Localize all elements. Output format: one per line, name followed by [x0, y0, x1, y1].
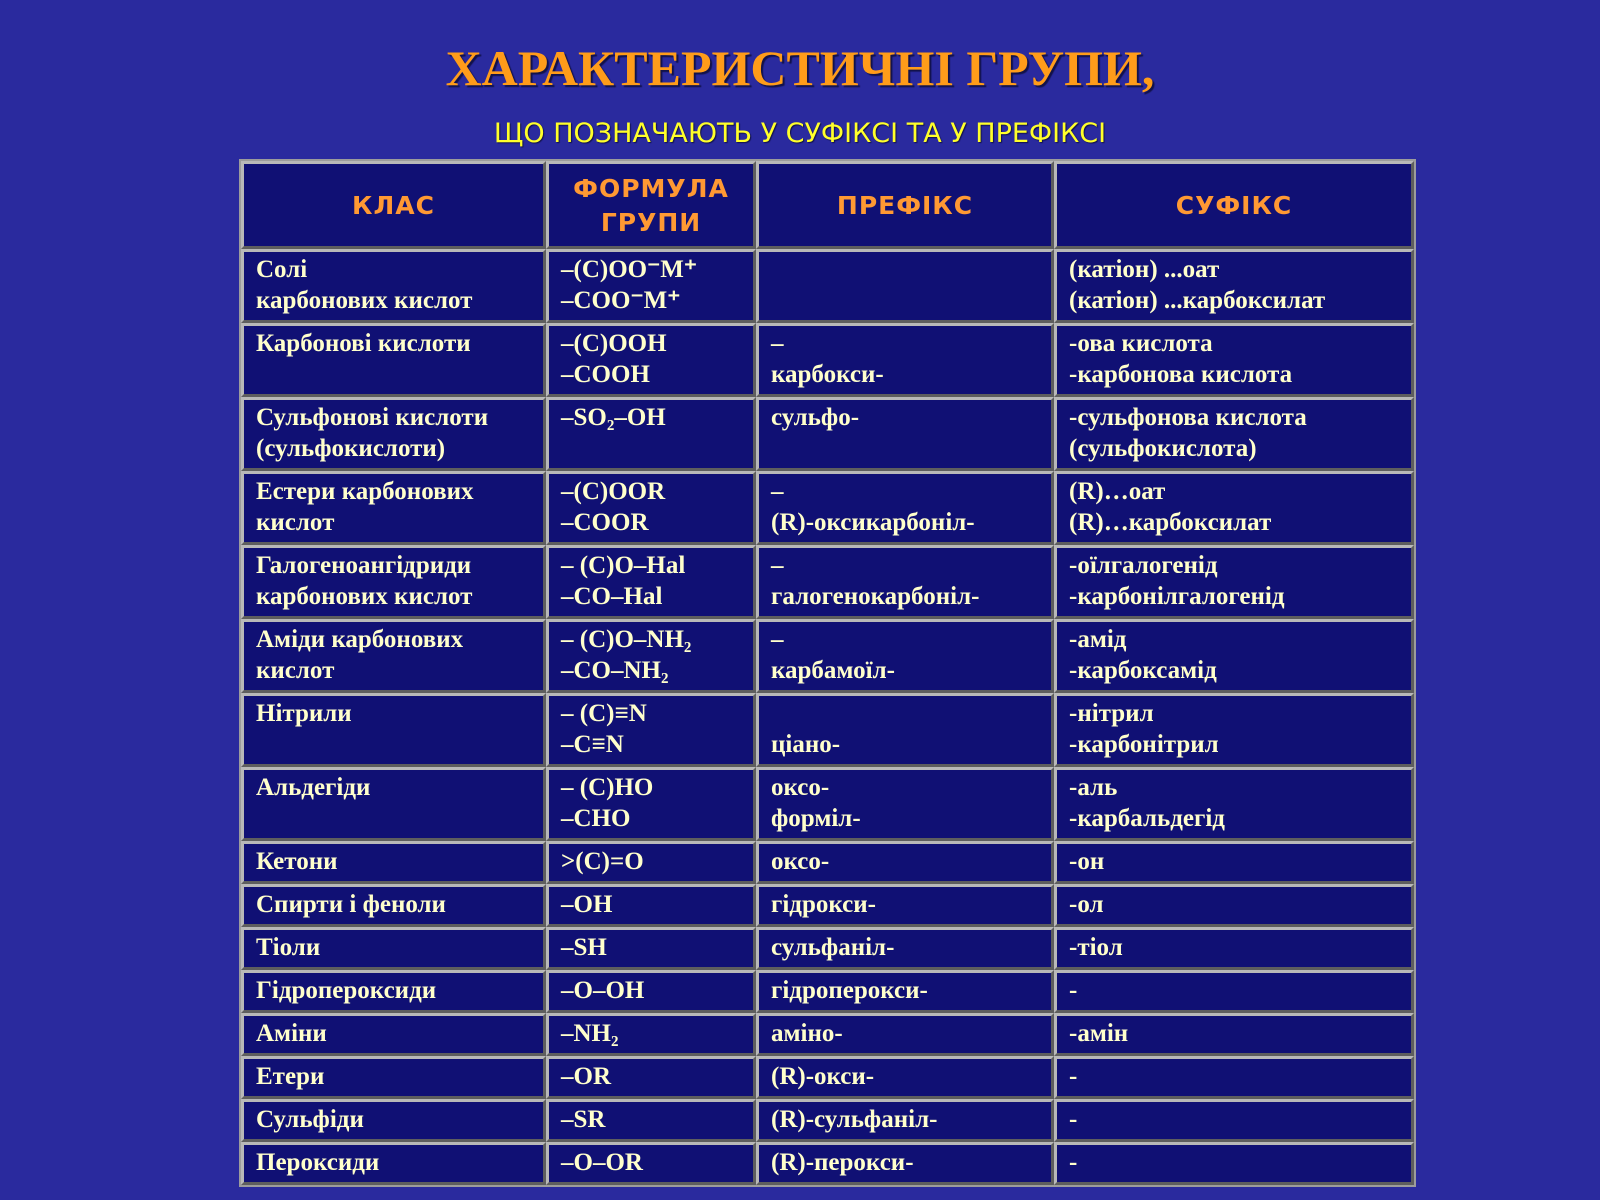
class-line: Альдегіди — [256, 774, 371, 801]
cell-class — [241, 323, 546, 397]
prefix-line: галогенокарбоніл- — [771, 583, 980, 610]
cell-suffix — [1054, 970, 1414, 1013]
cell-suffix — [1054, 471, 1414, 545]
header-class: КЛАС — [241, 161, 546, 249]
formula-line: –SR — [561, 1106, 606, 1133]
table-row — [241, 970, 1414, 1013]
table-row — [241, 841, 1414, 884]
class-line: Сульфонові кислоти — [256, 404, 489, 431]
cell-suffix — [1054, 1142, 1414, 1185]
suffix-line: -карбонітрил — [1069, 731, 1219, 758]
table-row — [241, 884, 1414, 927]
prefix-line: – — [771, 552, 784, 579]
cell-prefix — [756, 619, 1054, 693]
prefix-line: (R)-сульфаніл- — [771, 1106, 938, 1133]
cell-formula — [546, 1142, 756, 1185]
cell-prefix — [756, 970, 1054, 1013]
suffix-line: -сульфонова кислота — [1069, 404, 1307, 431]
formula-line: –O–OR — [561, 1149, 643, 1176]
prefix-line: – — [771, 626, 784, 653]
class-line: кислот — [256, 509, 335, 536]
cell-suffix — [1054, 619, 1414, 693]
suffix-line: -тіол — [1069, 934, 1123, 961]
table-row — [241, 927, 1414, 970]
cell-suffix — [1054, 249, 1414, 323]
suffix-line: -нітрил — [1069, 700, 1154, 727]
cell-suffix — [1054, 1013, 1414, 1056]
class-line: Тіоли — [256, 934, 321, 961]
formula-line: – (C)O–Hal — [561, 552, 686, 579]
formula-line: – (C)O–NH₂ — [561, 626, 692, 653]
prefix-line — [771, 254, 1039, 285]
prefix-line — [771, 698, 1039, 729]
formula-line: >(C)=O — [561, 848, 644, 875]
table-row — [241, 249, 1414, 323]
suffix-line: -амід — [1069, 626, 1127, 653]
cell-class — [241, 1056, 546, 1099]
table-row — [241, 1099, 1414, 1142]
formula-line: –SO₂–OH — [561, 404, 666, 431]
cell-suffix — [1054, 1056, 1414, 1099]
class-line: Нітрили — [256, 700, 352, 727]
cell-suffix — [1054, 1099, 1414, 1142]
prefix-line: (R)-оксикарбоніл- — [771, 509, 975, 536]
cell-class — [241, 1142, 546, 1185]
formula-line: –SH — [561, 934, 607, 961]
formula-line: –CO–Hal — [561, 583, 663, 610]
formula-line: –CO–NH₂ — [561, 657, 669, 684]
cell-prefix — [756, 323, 1054, 397]
class-line: Карбонові кислоти — [256, 330, 471, 357]
cell-suffix — [1054, 884, 1414, 927]
cell-formula — [546, 397, 756, 471]
class-line: Солі — [256, 256, 308, 283]
table-header-row — [241, 161, 1414, 249]
table-row — [241, 471, 1414, 545]
class-line: Гідропероксиди — [256, 977, 437, 1004]
prefix-line: аміно- — [771, 1020, 843, 1047]
cell-class — [241, 884, 546, 927]
cell-class — [241, 841, 546, 884]
class-line: Аміди карбонових — [256, 626, 464, 653]
class-line: (сульфокислоти) — [256, 435, 446, 462]
suffix-line: -карбоксамід — [1069, 657, 1217, 684]
class-line: Спирти і феноли — [256, 891, 446, 918]
cell-prefix — [756, 884, 1054, 927]
cell-class — [241, 767, 546, 841]
cell-formula — [546, 693, 756, 767]
formula-line: –OH — [561, 891, 613, 918]
cell-prefix — [756, 1099, 1054, 1142]
cell-prefix — [756, 1142, 1054, 1185]
cell-suffix — [1054, 693, 1414, 767]
cell-formula — [546, 970, 756, 1013]
prefix-line: (R)-окси- — [771, 1063, 875, 1090]
class-line: Етери — [256, 1063, 325, 1090]
class-line: карбонових кислот — [256, 583, 473, 610]
cell-class — [241, 970, 546, 1013]
prefix-line: (R)-перокси- — [771, 1149, 914, 1176]
cell-suffix — [1054, 323, 1414, 397]
formula-line: –(C)OOH — [561, 330, 667, 357]
suffix-line: -карбонілгалогенід — [1069, 583, 1285, 610]
suffix-line: -ол — [1069, 891, 1104, 918]
cell-prefix — [756, 471, 1054, 545]
cell-suffix — [1054, 545, 1414, 619]
header-suffix: СУФІКС — [1054, 161, 1414, 249]
formula-line: –NH₂ — [561, 1020, 619, 1047]
formula-line: –CHO — [561, 805, 631, 832]
prefix-line: оксо- — [771, 774, 830, 801]
header-prefix: ПРЕФІКС — [756, 161, 1054, 249]
prefix-line: сульфаніл- — [771, 934, 895, 961]
cell-formula — [546, 619, 756, 693]
suffix-line: -ова кислота — [1069, 330, 1213, 357]
class-line: кислот — [256, 657, 335, 684]
cell-prefix — [756, 693, 1054, 767]
table-row — [241, 1013, 1414, 1056]
suffix-line: -карбальдегід — [1069, 805, 1225, 832]
cell-class — [241, 471, 546, 545]
formula-line: –(C)OOR — [561, 478, 666, 505]
prefix-line: форміл- — [771, 805, 861, 832]
formula-line: –C≡N — [561, 731, 624, 758]
cell-formula — [546, 1099, 756, 1142]
cell-formula — [546, 884, 756, 927]
suffix-line: (R)…оат — [1069, 478, 1166, 505]
cell-prefix — [756, 767, 1054, 841]
prefix-line: карбокси- — [771, 361, 884, 388]
class-line: Естери карбонових — [256, 478, 474, 505]
cell-prefix — [756, 397, 1054, 471]
cell-suffix — [1054, 927, 1414, 970]
cell-formula — [546, 1056, 756, 1099]
suffix-line: - — [1069, 1106, 1078, 1133]
formula-line: – (C)HO — [561, 774, 654, 801]
suffix-line: - — [1069, 1149, 1078, 1176]
class-line: Пероксиди — [256, 1149, 380, 1176]
cell-prefix — [756, 927, 1054, 970]
class-line: Галогеноангідриди — [256, 552, 472, 579]
cell-formula — [546, 767, 756, 841]
cell-class — [241, 693, 546, 767]
table-row — [241, 545, 1414, 619]
suffix-line: -оїлгалогенід — [1069, 552, 1218, 579]
table-row — [241, 693, 1414, 767]
cell-class — [241, 249, 546, 323]
prefix-line: сульфо- — [771, 404, 860, 431]
cell-prefix — [756, 249, 1054, 323]
cell-formula — [546, 841, 756, 884]
prefix-line: гідрокси- — [771, 891, 876, 918]
table-row — [241, 767, 1414, 841]
table-row — [241, 1056, 1414, 1099]
formula-line: –COOH — [561, 361, 650, 388]
cell-class — [241, 1013, 546, 1056]
cell-formula — [546, 323, 756, 397]
class-line: Аміни — [256, 1020, 327, 1047]
table-row — [241, 397, 1414, 471]
cell-formula — [546, 471, 756, 545]
characteristic-groups-table — [239, 159, 1416, 1187]
slide-subtitle: ЩО ПОЗНАЧАЮТЬ У СУФІКСІ ТА У ПРЕФІКСІ — [493, 118, 1107, 149]
formula-line: – (C)≡N — [561, 700, 647, 727]
table-row — [241, 619, 1414, 693]
prefix-line: оксо- — [771, 848, 830, 875]
class-line: Кетони — [256, 848, 338, 875]
cell-class — [241, 397, 546, 471]
prefix-line: – — [771, 330, 784, 357]
table-row — [241, 323, 1414, 397]
cell-prefix — [756, 545, 1054, 619]
table-row — [241, 1142, 1414, 1185]
cell-formula — [546, 545, 756, 619]
cell-class — [241, 545, 546, 619]
formula-line: –OR — [561, 1063, 611, 1090]
formula-line: –(C)OO⁻M⁺ — [561, 256, 698, 283]
suffix-line: -он — [1069, 848, 1105, 875]
cell-class — [241, 927, 546, 970]
cell-suffix — [1054, 841, 1414, 884]
suffix-line: (сульфокислота) — [1069, 435, 1257, 462]
prefix-line: ціано- — [771, 731, 841, 758]
cell-formula — [546, 927, 756, 970]
cell-suffix — [1054, 767, 1414, 841]
header-formula: ФОРМУЛА ГРУПИ — [546, 161, 756, 249]
class-line: Сульфіди — [256, 1106, 364, 1133]
formula-line: –O–OH — [561, 977, 645, 1004]
suffix-line: (катіон) ...оат — [1069, 256, 1220, 283]
cell-class — [241, 1099, 546, 1142]
suffix-line: (R)…карбоксилат — [1069, 509, 1272, 536]
prefix-line: карбамоїл- — [771, 657, 895, 684]
suffix-line: -аль — [1069, 774, 1118, 801]
formula-line: –COOR — [561, 509, 649, 536]
suffix-line: - — [1069, 1063, 1078, 1090]
prefix-line: – — [771, 478, 784, 505]
cell-formula — [546, 249, 756, 323]
table-body — [241, 249, 1414, 1185]
suffix-line: -амін — [1069, 1020, 1129, 1047]
prefix-line: гідроперокси- — [771, 977, 928, 1004]
cell-class — [241, 619, 546, 693]
slide-title: ХАРАКТЕРИСТИЧНІ ГРУПИ, — [445, 40, 1155, 96]
cell-prefix — [756, 841, 1054, 884]
suffix-line: - — [1069, 977, 1078, 1004]
cell-prefix — [756, 1013, 1054, 1056]
cell-prefix — [756, 1056, 1054, 1099]
class-line: карбонових кислот — [256, 287, 473, 314]
suffix-line: -карбонова кислота — [1069, 361, 1293, 388]
suffix-line: (катіон) ...карбоксилат — [1069, 287, 1326, 314]
cell-formula — [546, 1013, 756, 1056]
formula-line: –COO⁻M⁺ — [561, 287, 681, 314]
cell-suffix — [1054, 397, 1414, 471]
